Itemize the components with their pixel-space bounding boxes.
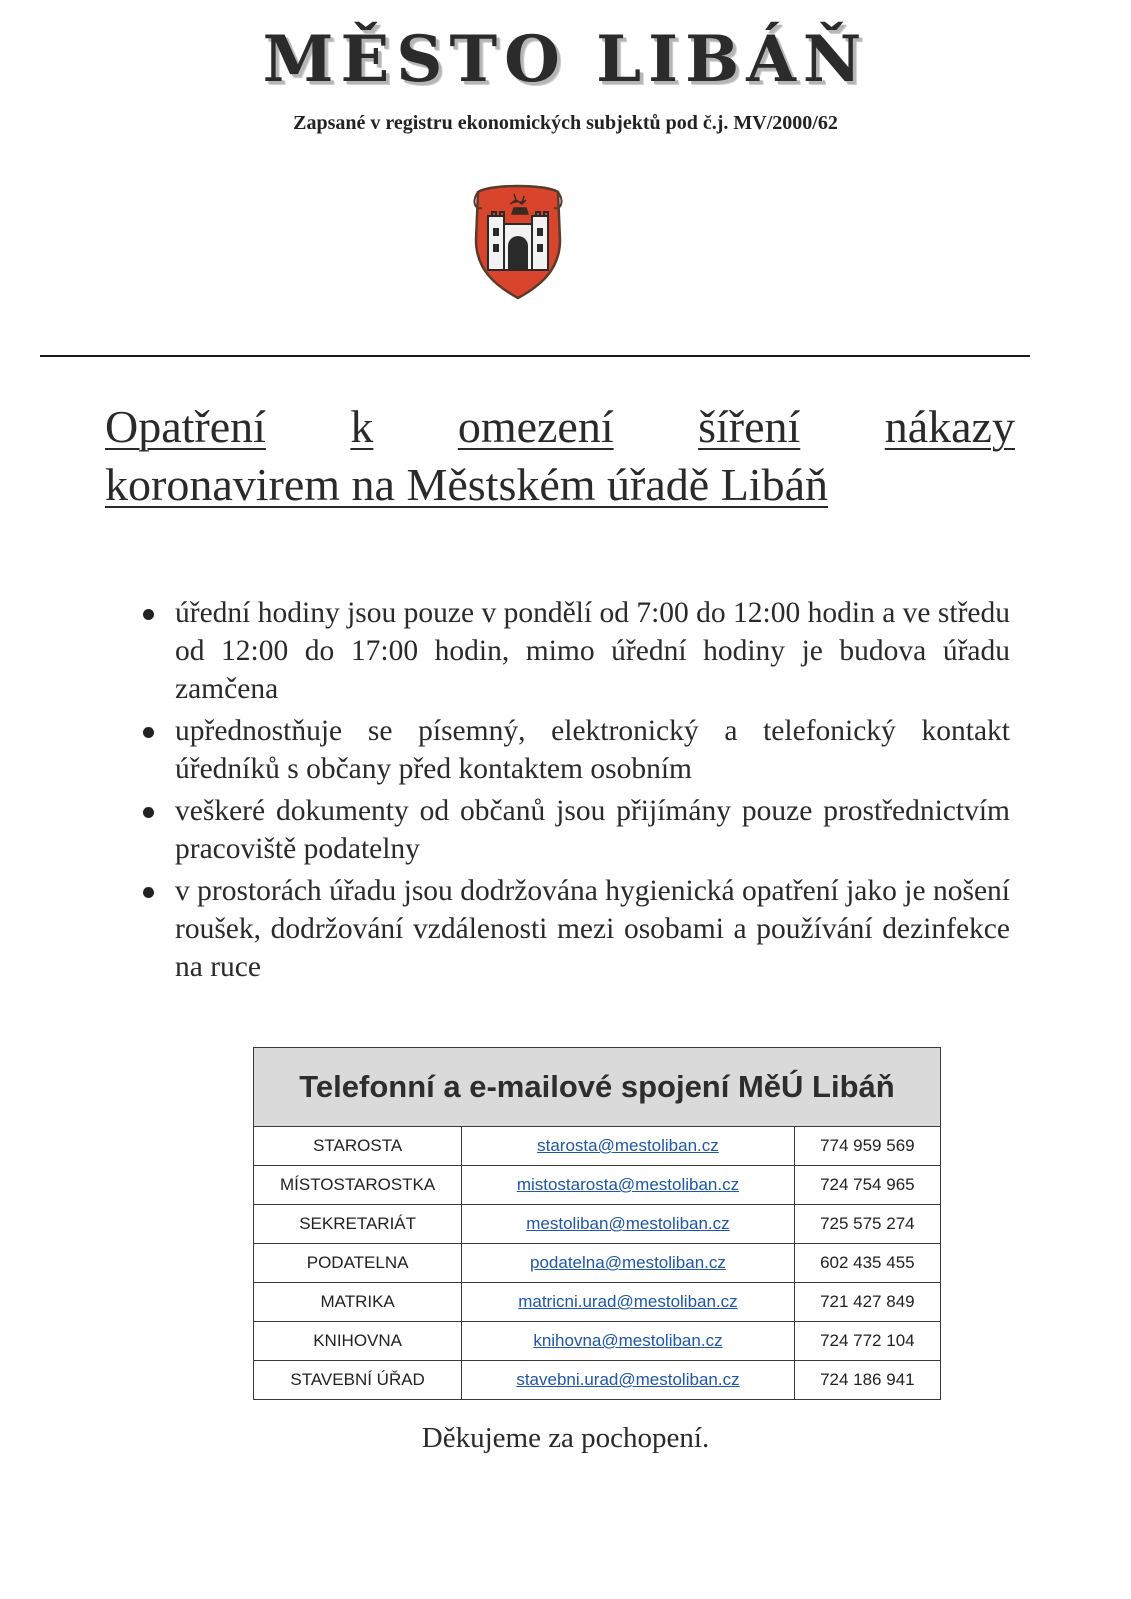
contacts-table [253, 1047, 941, 1400]
phone-cell: 724 186 941 [794, 1361, 940, 1400]
table-row [254, 1127, 941, 1166]
email-link[interactable]: stavebni.urad@mestoliban.cz [516, 1370, 740, 1389]
table-row [254, 1283, 941, 1322]
contacts-table-title: Telefonní a e-mailové spojení MěÚ Libáň [254, 1048, 941, 1127]
phone-cell: 724 754 965 [794, 1166, 940, 1205]
email-cell [462, 1127, 794, 1166]
phone-cell: 725 575 274 [794, 1205, 940, 1244]
email-cell [462, 1283, 794, 1322]
list-item: úřední hodiny jsou pouze v pondělí od 7:00 do 12:00 hodin a ve středu od 12:00 do 17:00 hodin, mimo úřední hodiny je budova úřadu zamčena [140, 594, 1010, 708]
list-item: v prostorách úřadu jsou dodržována hygienická opatření jako je nošení roušek, dodržování vzdálenosti mezi osobami a používání dezinfekce na ruce [140, 872, 1010, 986]
email-cell [462, 1166, 794, 1205]
heading-line-2: koronavirem na Městském úřadě Libáň [105, 459, 828, 510]
heading-word: Opatření [105, 401, 266, 452]
email-cell [462, 1361, 794, 1400]
table-row [254, 1166, 941, 1205]
notice-heading [105, 398, 1015, 514]
registry-note: Zapsané v registru ekonomických subjektů pod č.j. MV/2000/62 [293, 112, 838, 134]
list-item: veškeré dokumenty od občanů jsou přijímány pouze prostřednictvím pracoviště podatelny [140, 792, 1010, 868]
divider [40, 355, 1030, 357]
table-row [254, 1361, 941, 1400]
email-cell [462, 1244, 794, 1283]
email-link[interactable]: starosta@mestoliban.cz [537, 1136, 719, 1155]
measures-list [140, 594, 1010, 990]
role-cell: KNIHOVNA [254, 1322, 462, 1361]
email-cell [462, 1205, 794, 1244]
role-cell: PODATELNA [254, 1244, 462, 1283]
table-row [254, 1205, 941, 1244]
heading-word: nákazy [884, 401, 1015, 452]
phone-cell: 774 959 569 [794, 1127, 940, 1166]
role-cell: STAVEBNÍ ÚŘAD [254, 1361, 462, 1400]
role-cell: SEKRETARIÁT [254, 1205, 462, 1244]
role-cell: STAROSTA [254, 1127, 462, 1166]
role-cell: MATRIKA [254, 1283, 462, 1322]
bullet-icon [143, 609, 154, 620]
table-row [254, 1244, 941, 1283]
bullet-icon [143, 807, 154, 818]
bullet-icon [143, 727, 154, 738]
email-link[interactable]: knihovna@mestoliban.cz [533, 1331, 723, 1350]
phone-cell: 721 427 849 [794, 1283, 940, 1322]
email-link[interactable]: matricni.urad@mestoliban.cz [518, 1292, 738, 1311]
email-link[interactable]: mistostarosta@mestoliban.cz [516, 1175, 740, 1194]
heading-line-1 [105, 398, 1015, 456]
thanks-note: Děkujeme za pochopení. [421, 1422, 710, 1454]
email-link[interactable]: mestoliban@mestoliban.cz [526, 1214, 730, 1233]
phone-cell: 602 435 455 [794, 1244, 940, 1283]
town-title: MĚSTO LIBÁŇ [262, 22, 869, 97]
list-item: upřednostňuje se písemný, elektronický a telefonický kontakt úředníků s občany před kontaktem osobním [140, 712, 1010, 788]
bullet-icon [143, 887, 154, 898]
role-cell: MÍSTOSTAROSTKA [254, 1166, 462, 1205]
heading-word: omezení [457, 401, 614, 452]
email-cell [462, 1322, 794, 1361]
phone-cell: 724 772 104 [794, 1322, 940, 1361]
coat-of-arms-icon [470, 182, 566, 302]
table-row [254, 1322, 941, 1361]
email-link[interactable]: podatelna@mestoliban.cz [530, 1253, 726, 1272]
heading-word: k [350, 401, 374, 452]
heading-word: šíření [698, 401, 801, 452]
